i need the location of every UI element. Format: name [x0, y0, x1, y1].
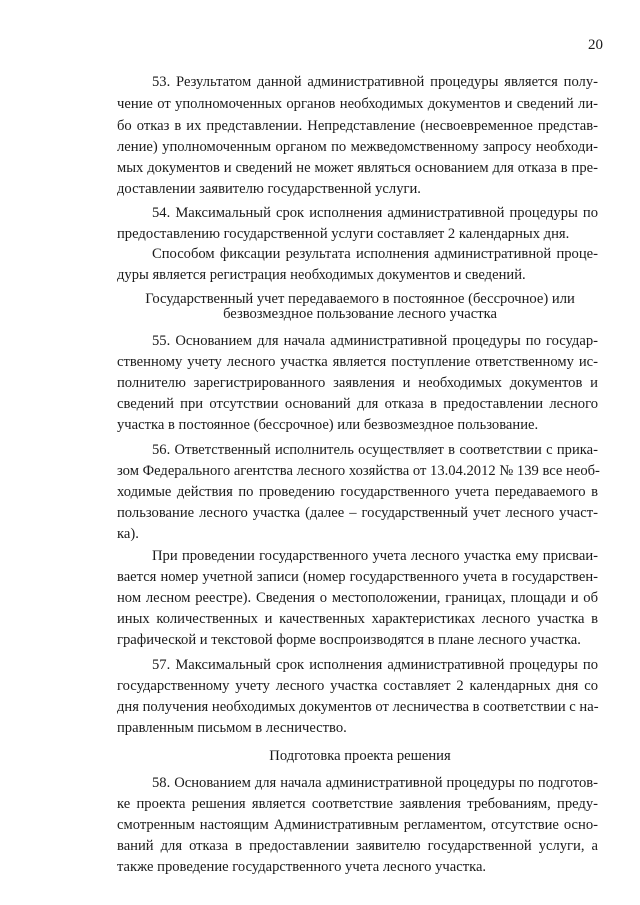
paragraph-56-line: ном лесном реестре). Сведения о местоположении, границах, площади и об: [117, 590, 598, 606]
paragraph-58-line: 58. Основанием для начала административной процедуры по подготов-: [152, 775, 598, 791]
section-heading: Подготовка проекта решения: [269, 748, 451, 764]
paragraph-53-line: бо отказ в их представлении. Непредставление (несвоевременное представ-: [117, 118, 598, 134]
paragraph-57-line: дня получения необходимых документов от лесничества в соответствии с на-: [117, 699, 599, 715]
paragraph-57-line: правленным письмом в лесничество.: [117, 720, 347, 736]
paragraph-57-line: 57. Максимальный срок исполнения административной процедуры по: [152, 657, 598, 673]
paragraph-53-line: чение от уполномоченных органов необходимых документов и сведений ли-: [117, 96, 598, 112]
paragraph-56-line: иных количественных и качественных характеристиках лесного участка в: [117, 611, 598, 627]
paragraph-54-line: 54. Максимальный срок исполнения административной процедуры по: [152, 205, 598, 221]
section-heading: Государственный учет передаваемого в постоянное (бессрочное) или: [145, 291, 575, 307]
paragraph-56-line: При проведении государственного учета лесного участка ему присваи-: [152, 548, 598, 564]
paragraph-56-line: вается номер учетной записи (номер государственного учета в государствен-: [117, 569, 598, 585]
paragraph-55-line: полнителю зарегистрированного заявления и необходимых документов и: [117, 375, 598, 391]
paragraph-56-line: ходимые действия по проведению государственного учета передаваемого в: [117, 484, 598, 500]
paragraph-58-line: смотренным настоящим Административным регламентом, отсутствие осно-: [117, 817, 598, 833]
paragraph-56-line: зом Федерального агентства лесного хозяйства от 13.04.2012 № 139 все необ-: [117, 463, 600, 479]
paragraph-53-line: 53. Результатом данной административной процедуры является полу-: [152, 74, 598, 90]
paragraph-58-line: ваний для отказа в предоставлении заявителю государственной услуги, а: [117, 838, 598, 854]
page-number: 20: [588, 37, 603, 53]
paragraph-56-line: пользование лесного участка (далее – государственный учет лесного участ-: [117, 505, 598, 521]
paragraph-55-line: 55. Основанием для начала административной процедуры по государ-: [152, 333, 598, 349]
paragraph-55-line: ственному учету лесного участка является поступление ответственному ис-: [117, 354, 598, 370]
paragraph-56-line: ка).: [117, 526, 139, 542]
paragraph-53-line: ление) уполномоченным органом по межведомственному запросу необходи-: [117, 139, 598, 155]
paragraph-55-line: сведений при отсутствии оснований для отказа в предоставлении лесного: [117, 396, 598, 412]
section-heading: безвозмездное пользование лесного участка: [223, 306, 497, 322]
paragraph-55-line: участка в постоянное (бессрочное) или безвозмездное пользование.: [117, 417, 539, 433]
paragraph-54-line: предоставлению государственной услуги составляет 2 календарных дня.: [117, 226, 570, 242]
paragraph-53-line: доставлении заявителю государственной услуги.: [117, 181, 421, 197]
paragraph-54-line: дуры является регистрация необходимых документов и сведений.: [117, 267, 526, 283]
paragraph-53-line: мых документов и сведений не может являться основанием для отказа в пре-: [117, 160, 598, 176]
paragraph-54-line: Способом фиксации результата исполнения административной проце-: [152, 246, 598, 262]
paragraph-56-line: графической и текстовой форме воспроизводятся в плане лесного участка.: [117, 632, 581, 648]
paragraph-58-line: также проведение государственного учета лесного участка.: [117, 859, 487, 875]
paragraph-58-line: ке проекта решения является соответствие заявления требованиям, преду-: [117, 796, 598, 812]
paragraph-56-line: 56. Ответственный исполнитель осуществляет в соответствии с прика-: [152, 442, 598, 458]
paragraph-57-line: государственному учету лесного участка составляет 2 календарных дня со: [117, 678, 598, 694]
